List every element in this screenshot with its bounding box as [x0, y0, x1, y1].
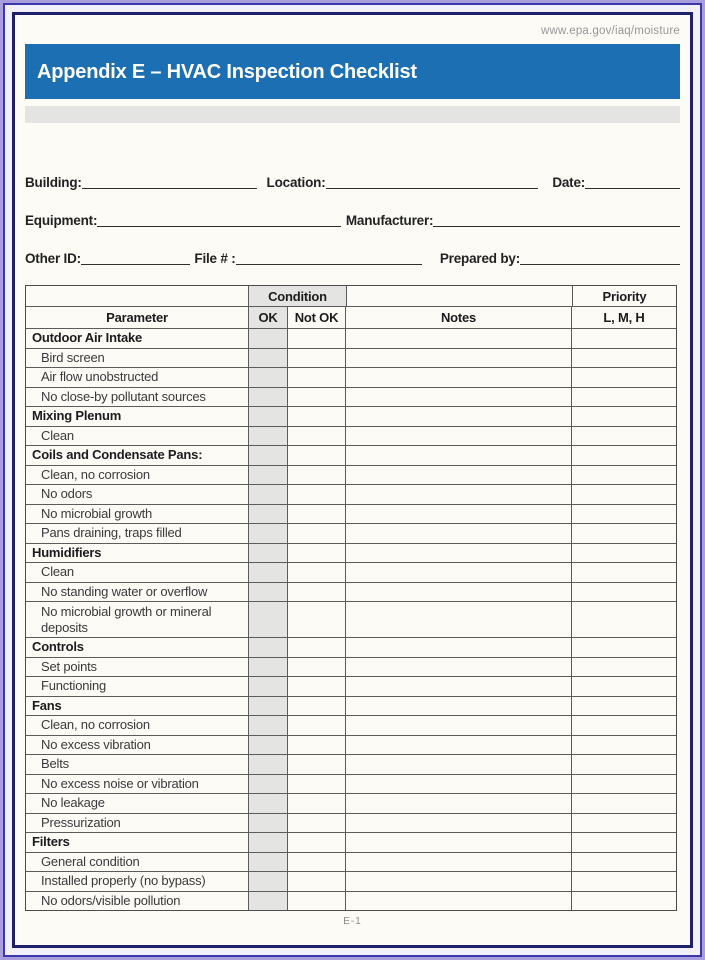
not-ok-cell[interactable] — [287, 716, 345, 735]
not-ok-cell[interactable] — [287, 736, 345, 755]
page-frame — [3, 3, 702, 957]
priority-cell[interactable] — [571, 736, 676, 755]
priority-cell[interactable] — [571, 775, 676, 794]
ok-cell[interactable] — [248, 388, 287, 407]
notes-cell[interactable] — [345, 775, 571, 794]
table-section-row — [26, 328, 676, 348]
table-row — [26, 367, 676, 387]
parameter-cell: No close-by pollutant sources — [41, 388, 206, 404]
notes-cell[interactable] — [345, 368, 571, 387]
not-ok-cell[interactable] — [287, 349, 345, 368]
not-ok-cell[interactable] — [287, 388, 345, 407]
not-ok-cell[interactable] — [287, 814, 345, 833]
table-section-row — [26, 832, 676, 852]
inspection-checklist-table — [25, 285, 677, 911]
building-input-line[interactable] — [82, 188, 257, 189]
ok-cell[interactable] — [248, 329, 287, 348]
not-ok-cell[interactable] — [287, 638, 345, 657]
parameter-cell: Pans draining, traps filled — [41, 525, 182, 541]
parameter-cell: Filters — [32, 834, 70, 850]
parameter-cell: No microbial growth — [41, 505, 153, 521]
not-ok-cell[interactable] — [287, 329, 345, 348]
ok-cell[interactable] — [248, 583, 287, 602]
parameter-cell: Fans — [32, 697, 62, 713]
notes-cell[interactable] — [345, 677, 571, 696]
notes-cell[interactable] — [345, 583, 571, 602]
parameter-cell: Coils and Condensate Pans: — [32, 447, 203, 463]
notes-cell[interactable] — [345, 872, 571, 891]
table-body — [26, 328, 676, 910]
table-row — [26, 715, 676, 735]
table-section-row — [26, 406, 676, 426]
notes-cell[interactable] — [345, 892, 571, 911]
table-row — [26, 523, 676, 543]
not-ok-cell[interactable] — [287, 833, 345, 852]
file-number-label: File # : — [194, 251, 236, 266]
manufacturer-label: Manufacturer: — [345, 213, 434, 228]
parameter-cell: Clean, no corrosion — [41, 466, 150, 482]
parameter-cell: Pressurization — [41, 814, 121, 830]
parameter-cell: Outdoor Air Intake — [32, 330, 143, 346]
table-header-row-2 — [26, 306, 676, 328]
parameter-cell: No odors — [41, 486, 93, 502]
priority-cell[interactable] — [571, 755, 676, 774]
not-ok-cell[interactable] — [287, 427, 345, 446]
ok-cell[interactable] — [248, 853, 287, 872]
notes-cell[interactable] — [345, 446, 571, 465]
table-row — [26, 348, 676, 368]
page-title: Appendix E – HVAC Inspection Checklist — [37, 61, 417, 83]
not-ok-cell[interactable] — [287, 524, 345, 543]
parameter-cell: Functioning — [41, 678, 107, 694]
ok-cell[interactable] — [248, 697, 287, 716]
notes-column-header: Notes — [345, 307, 571, 328]
ok-cell[interactable] — [248, 755, 287, 774]
not-ok-cell[interactable] — [287, 658, 345, 677]
parameter-cell: General condition — [41, 853, 140, 869]
notes-cell[interactable] — [345, 544, 571, 563]
table-row — [26, 465, 676, 485]
divider-band — [25, 106, 680, 123]
page-number: E-1 — [343, 916, 362, 927]
ok-column-header: OK — [248, 307, 287, 328]
notes-cell[interactable] — [345, 853, 571, 872]
prepared-by-input-line[interactable] — [520, 264, 680, 265]
ok-cell[interactable] — [248, 658, 287, 677]
not-ok-cell[interactable] — [287, 485, 345, 504]
notes-cell[interactable] — [345, 697, 571, 716]
priority-cell[interactable] — [571, 658, 676, 677]
ok-cell[interactable] — [248, 505, 287, 524]
parameter-cell: Clean, no corrosion — [41, 717, 150, 733]
priority-cell[interactable] — [571, 638, 676, 657]
manufacturer-input-line[interactable] — [433, 226, 680, 227]
parameter-column-header: Parameter — [106, 310, 168, 325]
table-row — [26, 426, 676, 446]
table-row — [26, 774, 676, 794]
not-ok-cell[interactable] — [287, 853, 345, 872]
parameter-cell: Clean — [41, 427, 74, 443]
table-row — [26, 582, 676, 602]
table-row — [26, 484, 676, 504]
table-row — [26, 813, 676, 833]
priority-cell[interactable] — [571, 466, 676, 485]
not-ok-cell[interactable] — [287, 697, 345, 716]
not-ok-cell[interactable] — [287, 794, 345, 813]
ok-cell[interactable] — [248, 638, 287, 657]
priority-cell[interactable] — [571, 814, 676, 833]
priority-cell[interactable] — [571, 505, 676, 524]
table-row — [26, 601, 676, 637]
ok-cell[interactable] — [248, 466, 287, 485]
form-fields — [25, 170, 680, 266]
table-row — [26, 504, 676, 524]
notes-cell[interactable] — [345, 329, 571, 348]
ok-cell[interactable] — [248, 524, 287, 543]
other-id-label: Other ID: — [25, 251, 81, 266]
table-row — [26, 793, 676, 813]
notes-cell[interactable] — [345, 524, 571, 543]
priority-cell[interactable] — [571, 446, 676, 465]
file-number-input-line[interactable] — [236, 264, 422, 265]
ok-cell[interactable] — [248, 775, 287, 794]
building-label: Building: — [25, 175, 82, 190]
priority-cell[interactable] — [571, 872, 676, 891]
field-row-1 — [25, 170, 680, 190]
not-ok-cell[interactable] — [287, 407, 345, 426]
header-spacer-parameter — [26, 286, 248, 306]
parameter-cell: Bird screen — [41, 349, 105, 365]
table-header-row-1 — [26, 286, 676, 306]
field-row-3 — [25, 246, 680, 266]
priority-cell[interactable] — [571, 427, 676, 446]
parameter-cell: No microbial growth or mineral deposits — [41, 603, 212, 635]
parameter-cell: Controls — [32, 639, 84, 655]
notes-cell[interactable] — [345, 658, 571, 677]
ok-cell[interactable] — [248, 677, 287, 696]
priority-cell[interactable] — [571, 485, 676, 504]
notes-cell[interactable] — [345, 794, 571, 813]
ok-cell[interactable] — [248, 407, 287, 426]
page-title-band — [25, 44, 680, 99]
notes-cell[interactable] — [345, 638, 571, 657]
ok-cell[interactable] — [248, 872, 287, 891]
date-input-line[interactable] — [585, 188, 680, 189]
notes-cell[interactable] — [345, 833, 571, 852]
equipment-input-line[interactable] — [97, 226, 341, 227]
parameter-cell: Air flow unobstructed — [41, 369, 159, 385]
notes-cell[interactable] — [345, 716, 571, 735]
not-ok-cell[interactable] — [287, 755, 345, 774]
notes-cell[interactable] — [345, 755, 571, 774]
parameter-cell: No standing water or overflow — [41, 583, 208, 599]
notes-cell[interactable] — [345, 485, 571, 504]
table-row — [26, 657, 676, 677]
notes-cell[interactable] — [345, 602, 571, 637]
ok-cell[interactable] — [248, 602, 287, 637]
ok-cell[interactable] — [248, 814, 287, 833]
priority-cell[interactable] — [571, 602, 676, 637]
ok-cell[interactable] — [248, 446, 287, 465]
prepared-by-label: Prepared by: — [439, 251, 521, 266]
document-page — [12, 12, 693, 948]
priority-cell[interactable] — [571, 794, 676, 813]
not-ok-cell[interactable] — [287, 872, 345, 891]
priority-cell[interactable] — [571, 544, 676, 563]
not-ok-column-header: Not OK — [287, 307, 345, 328]
notes-cell[interactable] — [345, 466, 571, 485]
field-row-2 — [25, 208, 680, 228]
priority-cell[interactable] — [571, 524, 676, 543]
parameter-cell: No leakage — [41, 795, 105, 811]
table-section-row — [26, 543, 676, 563]
notes-cell[interactable] — [345, 349, 571, 368]
not-ok-cell[interactable] — [287, 775, 345, 794]
table-row — [26, 754, 676, 774]
priority-cell[interactable] — [571, 349, 676, 368]
notes-cell[interactable] — [345, 407, 571, 426]
ok-cell[interactable] — [248, 892, 287, 911]
priority-cell[interactable] — [571, 716, 676, 735]
notes-cell[interactable] — [345, 736, 571, 755]
priority-cell[interactable] — [571, 388, 676, 407]
ok-cell[interactable] — [248, 716, 287, 735]
ok-cell[interactable] — [248, 794, 287, 813]
ok-cell[interactable] — [248, 485, 287, 504]
table-section-row — [26, 637, 676, 657]
table-section-row — [26, 445, 676, 465]
ok-cell[interactable] — [248, 833, 287, 852]
priority-cell[interactable] — [571, 853, 676, 872]
notes-cell[interactable] — [345, 505, 571, 524]
table-row — [26, 852, 676, 872]
priority-cell[interactable] — [571, 563, 676, 582]
ok-cell[interactable] — [248, 349, 287, 368]
not-ok-cell[interactable] — [287, 563, 345, 582]
table-row — [26, 871, 676, 891]
ok-cell[interactable] — [248, 736, 287, 755]
parameter-cell: Set points — [41, 658, 97, 674]
notes-cell[interactable] — [345, 814, 571, 833]
epa-url-text: www.epa.gov/iaq/moisture — [540, 25, 680, 37]
parameter-cell: Installed properly (no bypass) — [41, 873, 206, 889]
parameter-cell: No excess vibration — [41, 736, 151, 752]
table-row — [26, 562, 676, 582]
table-row — [26, 735, 676, 755]
priority-cell[interactable] — [571, 697, 676, 716]
parameter-cell: Humidifiers — [32, 544, 102, 560]
location-input-line[interactable] — [326, 188, 539, 189]
notes-cell[interactable] — [345, 563, 571, 582]
priority-cell[interactable] — [571, 583, 676, 602]
priority-cell[interactable] — [571, 407, 676, 426]
priority-cell[interactable] — [571, 892, 676, 911]
parameter-cell: Mixing Plenum — [32, 408, 122, 424]
not-ok-cell[interactable] — [287, 677, 345, 696]
notes-cell[interactable] — [345, 388, 571, 407]
table-section-row — [26, 696, 676, 716]
not-ok-cell[interactable] — [287, 446, 345, 465]
not-ok-cell[interactable] — [287, 544, 345, 563]
not-ok-cell[interactable] — [287, 505, 345, 524]
not-ok-cell[interactable] — [287, 892, 345, 911]
condition-column-header: Condition — [248, 286, 346, 306]
table-row — [26, 676, 676, 696]
not-ok-cell[interactable] — [287, 583, 345, 602]
equipment-label: Equipment: — [25, 213, 98, 228]
ok-cell[interactable] — [248, 563, 287, 582]
priority-cell[interactable] — [571, 677, 676, 696]
table-row — [26, 387, 676, 407]
parameter-cell: Belts — [41, 756, 69, 772]
date-label: Date: — [552, 175, 586, 190]
other-id-input-line[interactable] — [81, 264, 190, 265]
table-row — [26, 891, 676, 911]
not-ok-cell[interactable] — [287, 602, 345, 637]
lmh-column-header: L, M, H — [571, 307, 676, 328]
parameter-cell: No excess noise or vibration — [41, 775, 199, 791]
priority-cell[interactable] — [571, 329, 676, 348]
ok-cell[interactable] — [248, 427, 287, 446]
not-ok-cell[interactable] — [287, 466, 345, 485]
priority-cell[interactable] — [571, 368, 676, 387]
parameter-cell: No odors/visible pollution — [41, 892, 181, 908]
ok-cell[interactable] — [248, 544, 287, 563]
not-ok-cell[interactable] — [287, 368, 345, 387]
location-label: Location: — [266, 175, 326, 190]
priority-column-header: Priority — [572, 286, 676, 306]
parameter-cell: Clean — [41, 564, 74, 580]
header-spacer-notes — [346, 286, 572, 306]
ok-cell[interactable] — [248, 368, 287, 387]
priority-cell[interactable] — [571, 833, 676, 852]
notes-cell[interactable] — [345, 427, 571, 446]
